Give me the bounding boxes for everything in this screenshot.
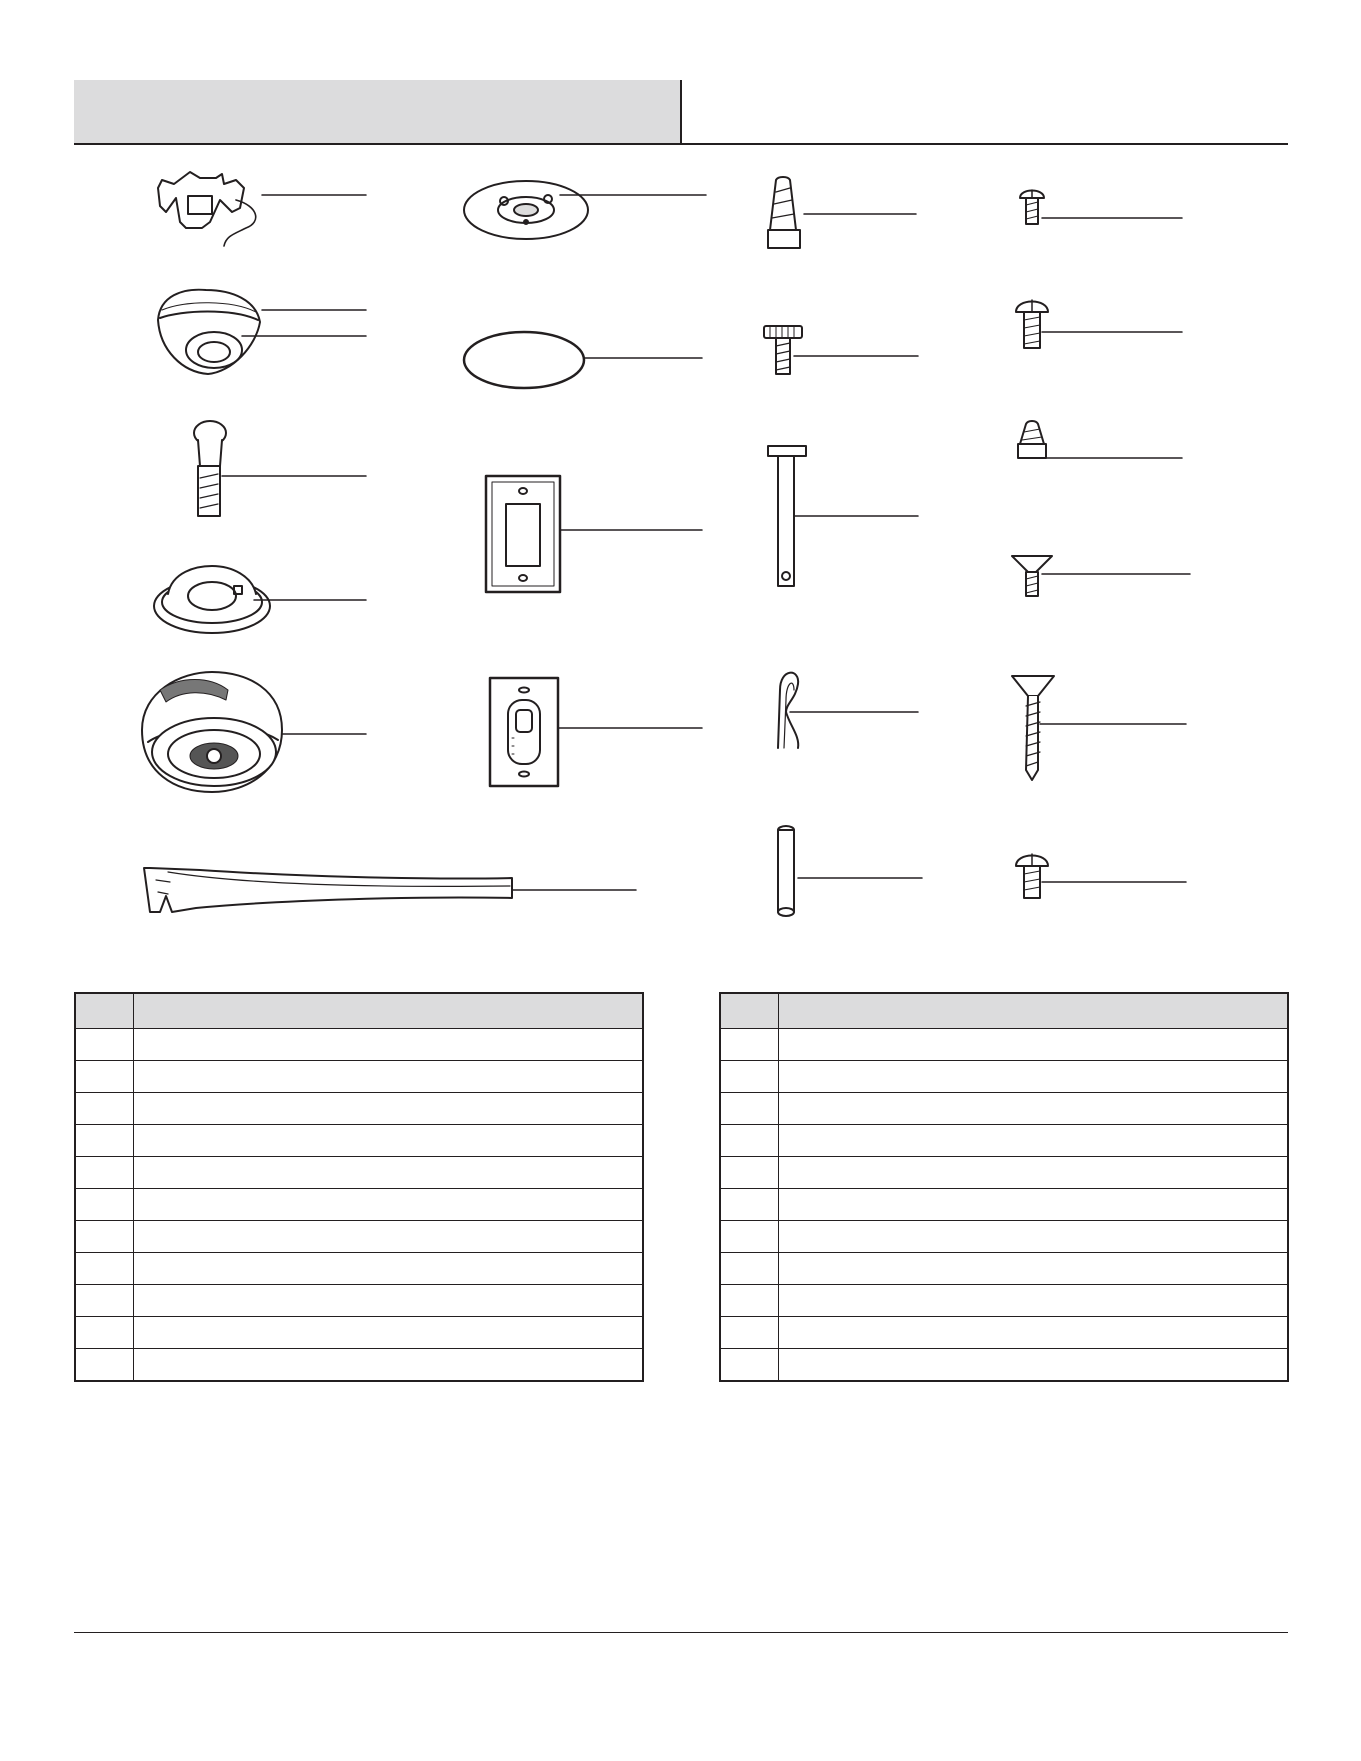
table-cell xyxy=(75,1125,133,1157)
table-cell xyxy=(75,1317,133,1349)
table-cell xyxy=(75,1029,133,1061)
table-cell xyxy=(720,1157,778,1189)
table-header-row xyxy=(720,993,1288,1029)
table-row xyxy=(720,1189,1288,1221)
cotter-pin-icon xyxy=(778,673,918,748)
table-cell xyxy=(720,1189,778,1221)
table-cell xyxy=(720,1317,778,1349)
table-cell xyxy=(75,1061,133,1093)
wire-connector-icon xyxy=(768,177,916,248)
table-row xyxy=(75,1029,643,1061)
blade-screw-icon xyxy=(1016,854,1186,898)
flat-head-screw-icon xyxy=(1012,556,1190,596)
column-header-description xyxy=(778,993,1288,1029)
table-row xyxy=(75,1221,643,1253)
table-row xyxy=(75,1093,643,1125)
table-cell xyxy=(75,1221,133,1253)
machine-screw-icon xyxy=(1016,300,1182,348)
table-row xyxy=(75,1061,643,1093)
table-row xyxy=(720,1125,1288,1157)
table-row xyxy=(720,1253,1288,1285)
table-cell xyxy=(778,1093,1288,1125)
table-cell xyxy=(75,1349,133,1382)
motor-assembly-icon xyxy=(142,672,366,792)
table-cell xyxy=(778,1349,1288,1382)
table-cell xyxy=(720,1221,778,1253)
wood-screw-icon xyxy=(1012,676,1186,780)
table-cell xyxy=(133,1253,643,1285)
table-cell xyxy=(778,1029,1288,1061)
table-cell xyxy=(133,1093,643,1125)
table-row xyxy=(75,1189,643,1221)
small-wire-connector-icon xyxy=(1018,421,1182,458)
table-cell xyxy=(720,1029,778,1061)
glass-shade-icon xyxy=(464,332,702,388)
parts-table-left xyxy=(74,992,644,1382)
table-row xyxy=(720,1349,1288,1382)
column-header-part xyxy=(75,993,133,1029)
table-row xyxy=(75,1253,643,1285)
table-cell xyxy=(133,1029,643,1061)
mounting-bracket-icon xyxy=(158,172,366,246)
table-cell xyxy=(75,1093,133,1125)
table-row xyxy=(720,1093,1288,1125)
column-header-description xyxy=(133,993,643,1029)
table-row xyxy=(75,1285,643,1317)
wall-control-icon xyxy=(490,678,702,786)
table-cell xyxy=(75,1157,133,1189)
table-cell xyxy=(720,1253,778,1285)
small-screw-icon xyxy=(1020,190,1182,224)
table-row xyxy=(720,1029,1288,1061)
table-cell xyxy=(133,1189,643,1221)
table-cell xyxy=(778,1253,1288,1285)
parts-table-right xyxy=(719,992,1289,1382)
table-cell xyxy=(720,1093,778,1125)
wall-plate-icon xyxy=(486,476,702,592)
blade-icon xyxy=(144,868,636,912)
table-row xyxy=(720,1221,1288,1253)
table-cell xyxy=(133,1157,643,1189)
table-cell xyxy=(133,1221,643,1253)
table-cell xyxy=(778,1061,1288,1093)
table-row xyxy=(720,1061,1288,1093)
thumb-screw-icon xyxy=(764,326,918,374)
table-header-row xyxy=(75,993,643,1029)
table-row xyxy=(75,1125,643,1157)
table-cell xyxy=(133,1061,643,1093)
table-cell xyxy=(720,1285,778,1317)
table-cell xyxy=(778,1157,1288,1189)
table-cell xyxy=(75,1285,133,1317)
table-cell xyxy=(75,1189,133,1221)
table-cell xyxy=(720,1061,778,1093)
table-cell xyxy=(778,1221,1288,1253)
table-row xyxy=(720,1157,1288,1189)
downrod-icon xyxy=(194,421,366,516)
light-kit-plate-icon xyxy=(464,181,706,239)
table-row xyxy=(720,1317,1288,1349)
table-cell xyxy=(133,1317,643,1349)
table-row xyxy=(75,1317,643,1349)
canopy-icon xyxy=(158,290,366,374)
table-cell xyxy=(133,1285,643,1317)
table-cell xyxy=(778,1285,1288,1317)
table-cell xyxy=(133,1349,643,1382)
table-cell xyxy=(75,1253,133,1285)
table-cell xyxy=(720,1349,778,1382)
table-cell xyxy=(778,1125,1288,1157)
table-cell xyxy=(133,1125,643,1157)
table-row xyxy=(75,1349,643,1382)
table-cell xyxy=(778,1317,1288,1349)
table-row xyxy=(75,1157,643,1189)
column-header-part xyxy=(720,993,778,1029)
canopy-cover-icon xyxy=(154,566,366,633)
table-row xyxy=(720,1285,1288,1317)
clevis-pin-icon xyxy=(768,446,918,586)
table-cell xyxy=(778,1189,1288,1221)
table-cell xyxy=(720,1125,778,1157)
footer-rule xyxy=(74,1632,1288,1633)
set-pin-icon xyxy=(778,826,922,916)
